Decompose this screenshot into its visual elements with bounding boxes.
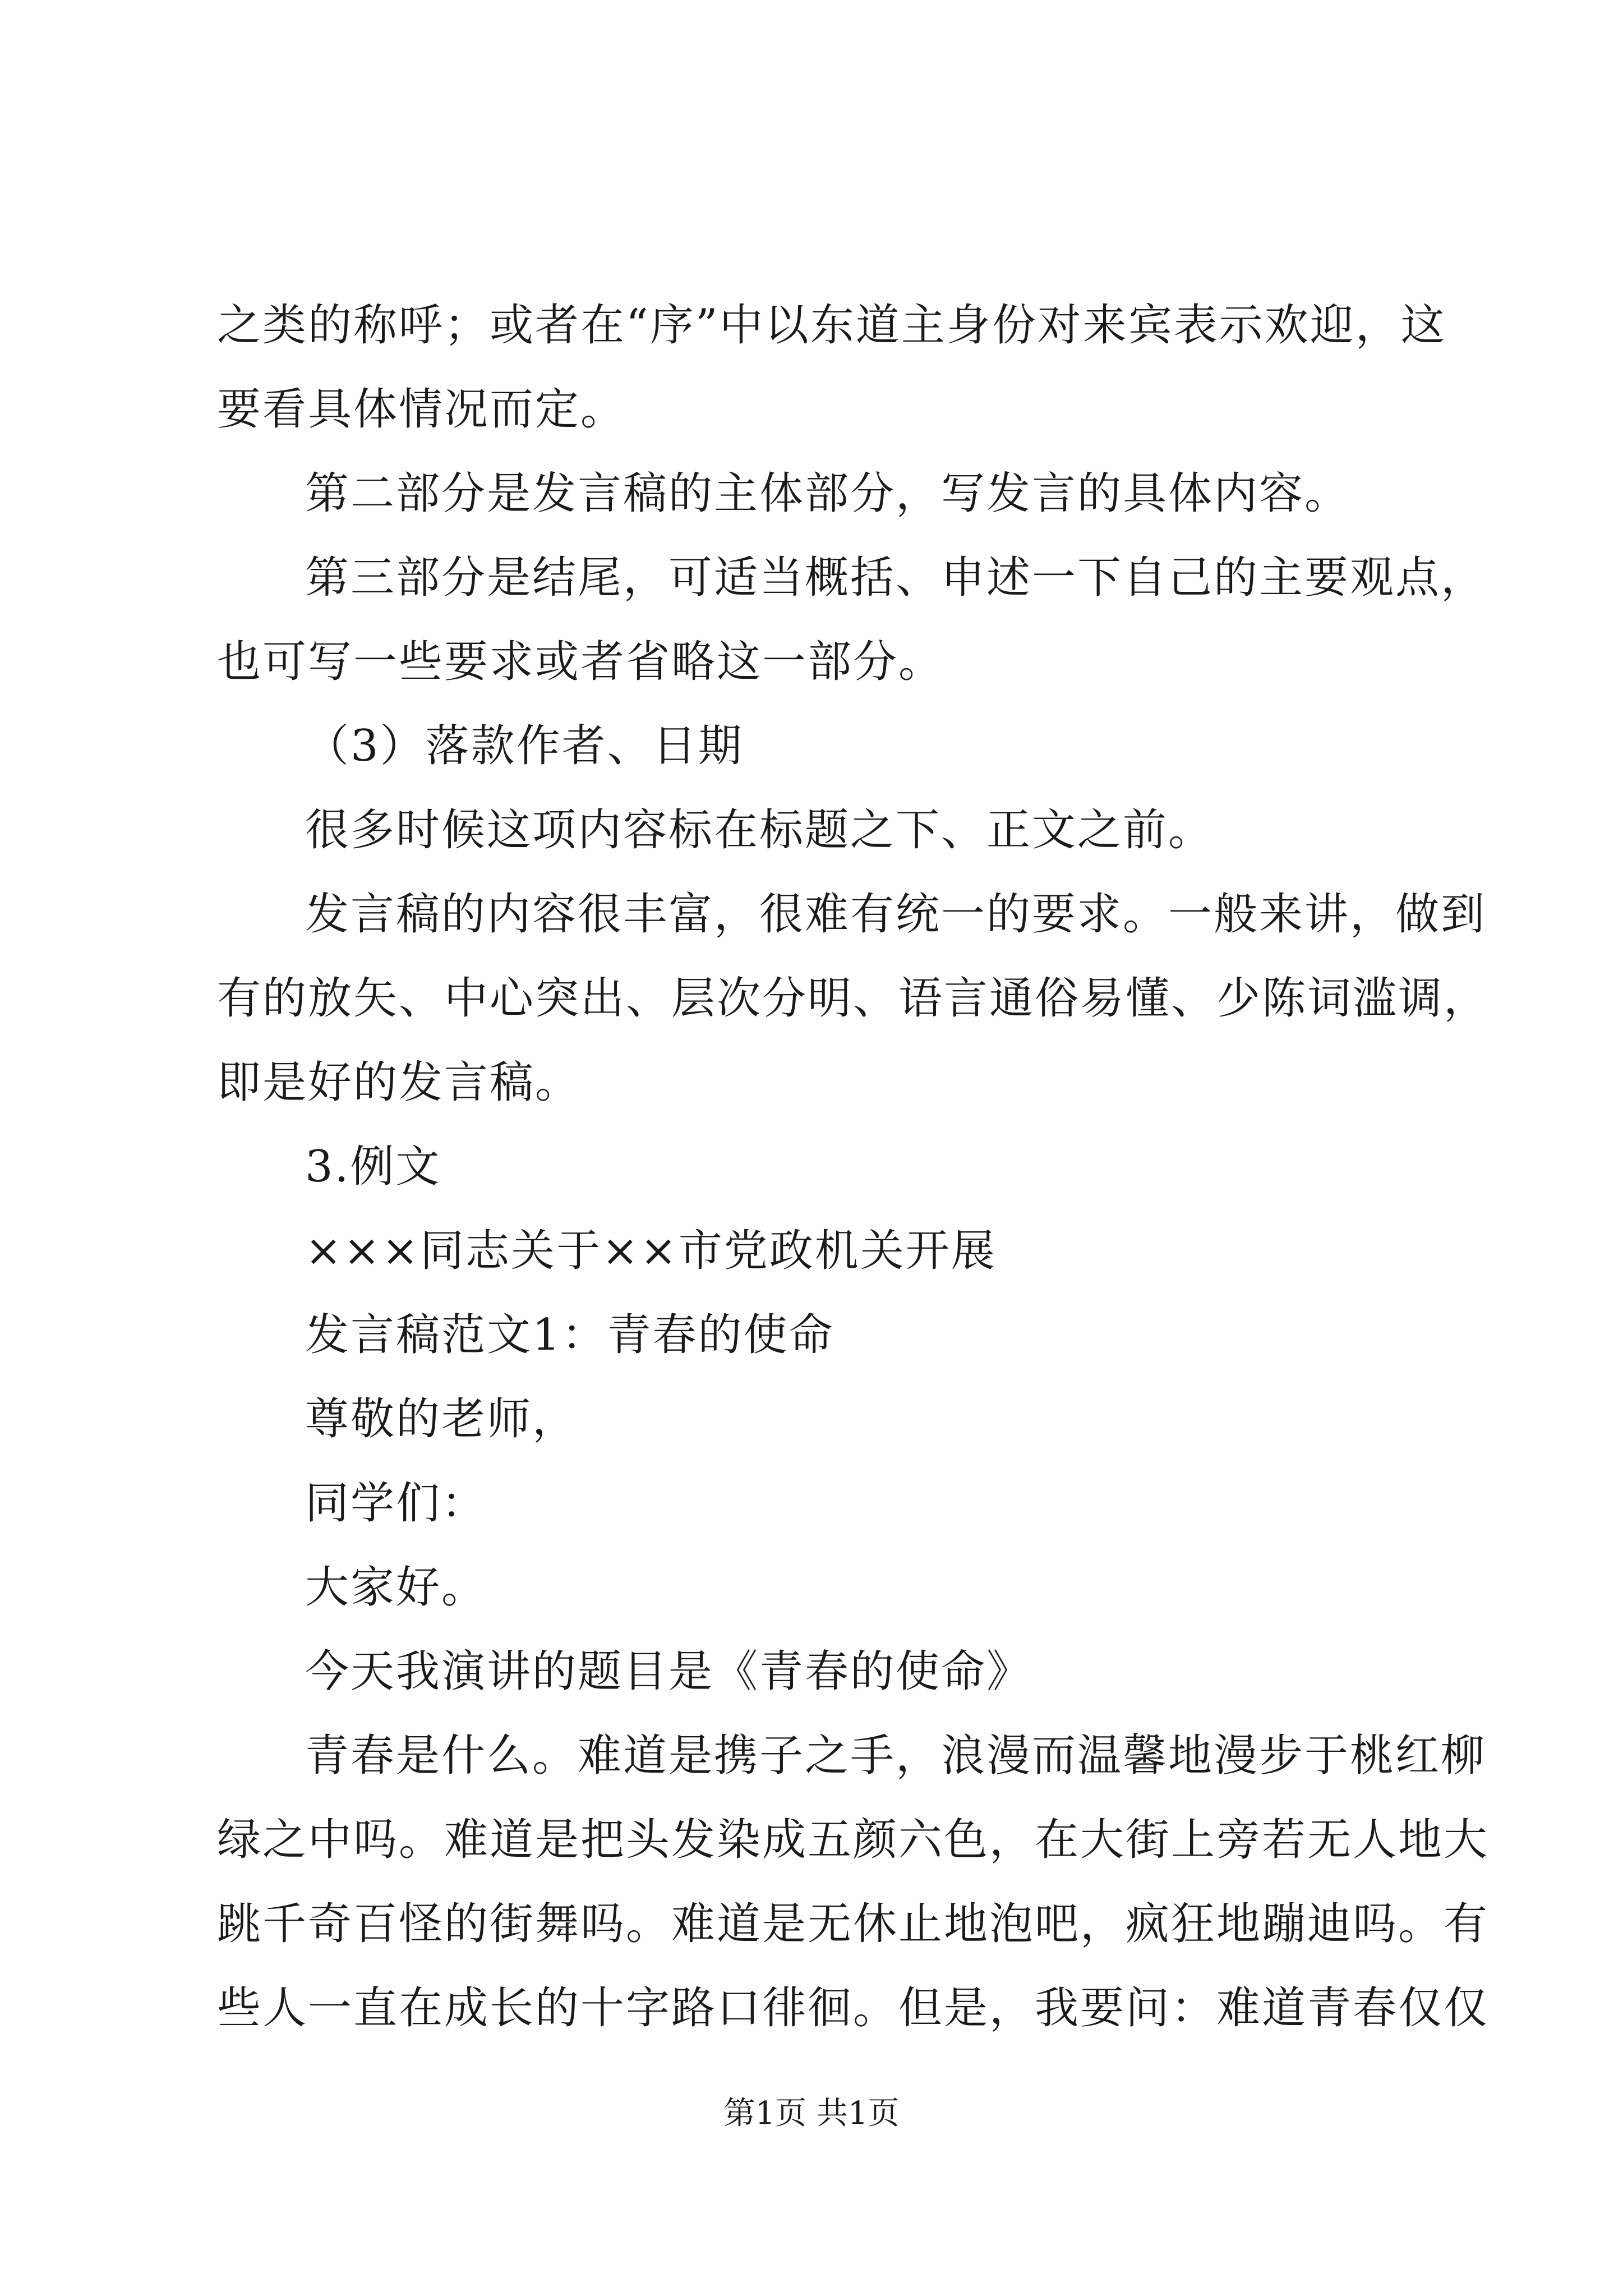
- section-heading: 3.例文: [305, 1142, 441, 1192]
- page-footer: 第1页 共1页: [723, 2095, 900, 2132]
- text-line: （3）落款作者、日期: [305, 721, 744, 771]
- text-line: 绿之中吗。难道是把头发染成五颜六色，在大街上旁若无人地大: [217, 1815, 1490, 1865]
- text-line: 之类的称呼；或者在“序”中以东道主身份对来宾表示欢迎，这: [217, 300, 1446, 351]
- text-line: 发言稿的内容很丰富，很难有统一的要求。一般来讲，做到: [305, 889, 1487, 940]
- greeting: 大家好。: [305, 1562, 487, 1613]
- salutation: 同学们：: [305, 1478, 487, 1529]
- text-line: 有的放矢、中心突出、层次分明、语言通俗易懂、少陈词滥调，: [217, 973, 1490, 1024]
- text-line: 跳千奇百怪的街舞吗。难道是无休止地泡吧，疯狂地蹦迪吗。有: [217, 1899, 1490, 1949]
- text-line: 也可写一些要求或者省略这一部分。: [217, 637, 944, 687]
- text-line: 第二部分是发言稿的主体部分，写发言的具体内容。: [305, 468, 1350, 519]
- sample-title: 发言稿范文1：青春的使命: [305, 1310, 834, 1360]
- text-line: 即是好的发言稿。: [217, 1057, 581, 1108]
- text-line: 些人一直在成长的十字路口徘徊。但是，我要问：难道青春仅仅: [217, 1983, 1490, 2033]
- text-line: 很多时候这项内容标在标题之下、正文之前。: [305, 805, 1214, 855]
- body-text: [217, 283, 1490, 2050]
- text-line: 要看具体情况而定。: [217, 384, 626, 435]
- text-line: 青春是什么。难道是携子之手，浪漫而温馨地漫步于桃红柳: [305, 1731, 1487, 1781]
- text-line: ×××同志关于××市党政机关开展: [305, 1226, 997, 1276]
- text-line: 今天我演讲的题目是《青春的使命》: [305, 1646, 1032, 1697]
- salutation: 尊敬的老师，: [305, 1394, 578, 1444]
- text-line: 第三部分是结尾，可适当概括、申述一下自己的主要观点，: [305, 553, 1487, 603]
